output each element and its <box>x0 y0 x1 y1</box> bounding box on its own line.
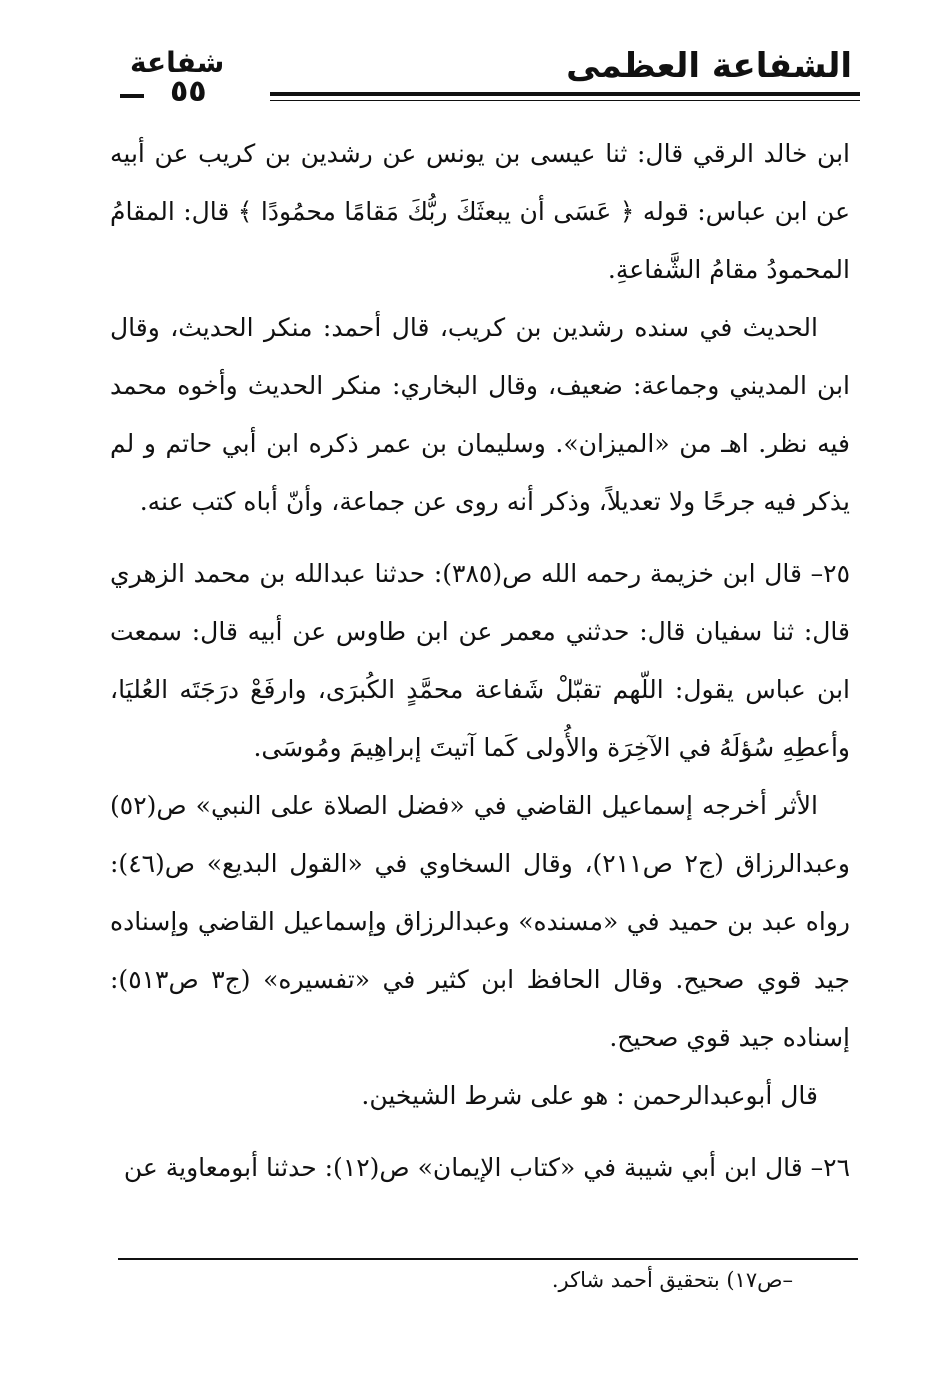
header-rule-thin <box>270 100 860 101</box>
paragraph-hadith-25: ٢٥– قال ابن خزيمة رحمه الله ص(٣٨٥): حدثنا عبدالله بن محمد الزهري قال: ثنا سفيان قال: حدثني معمر عن ابن طاوس عن أبيه قال: سمعت ابن عباس يقول: اللّهم تقبّلْ شَفاعة محمَّدٍ الكُبرَى، وارفَعْ درَجَتَه العُليَا، وأعطِهِ سُؤلَهُ في الآخِرَة والأُولى كَما آتيتَ إبراهِيمَ ومُوسَى. <box>110 559 850 762</box>
header-ornament: شفاعة <box>130 46 225 79</box>
page-number: ٥٥ <box>170 74 207 109</box>
paragraph-2: الحديث في سنده رشدين بن كريب، قال أحمد: منكر الحديث، وقال ابن المديني وجماعة: ضعيف، وقال البخاري: منكر الحديث وأخوه محمد فيه نظر. اهـ من «الميزان». وسليمان بن عمر ذكره ابن أبي حاتم و لم يذكر فيه جرحًا ولا تعديلاً، وذكر أنه روى عن جماعة، وأنّ أباه كتب عنه. <box>110 313 850 516</box>
page-header <box>100 40 860 110</box>
page-body <box>110 125 850 1197</box>
footnote: –ص١٧) بتحقيق أحمد شاكر. <box>551 1268 793 1292</box>
paragraph-comment: قال أبوعبدالرحمن : هو على شرط الشيخين. <box>361 1081 818 1110</box>
paragraph-takhrij: الأثر أخرجه إسماعيل القاضي في «فضل الصلاة على النبي» ص(٥٢) وعبدالرزاق (ج٢ ص٢١١)، وقال السخاوي في «القول البديع» ص(٤٦): رواه عبد بن حميد في «مسنده» وعبدالرزاق وإسماعيل القاضي وإسناده جيد قوي صحيح. وقال الحافظ ابن كثير في «تفسيره» (ج٣ ص٥١٣): إسناده جيد قوي صحيح. <box>110 791 850 1052</box>
paragraph-1: ابن خالد الرقي قال: ثنا عيسى بن يونس عن رشدين بن كريب عن أبيه عن ابن عباس: قوله ﴿ عَسَى أن يبعثَكَ ربُّكَ مَقامًا محمُودًا ﴾ قال: المقامُ المحمودُ مقامُ الشَّفاعةِ. <box>110 139 850 284</box>
book-title: الشفاعة العظمى <box>566 46 852 86</box>
footnote-rule <box>118 1258 858 1260</box>
header-dash <box>120 94 144 98</box>
paragraph-hadith-26: ٢٦– قال ابن أبي شيبة في «كتاب الإيمان» ص(١٢): حدثنا أبومعاوية عن <box>123 1153 850 1182</box>
header-rule <box>270 92 860 96</box>
